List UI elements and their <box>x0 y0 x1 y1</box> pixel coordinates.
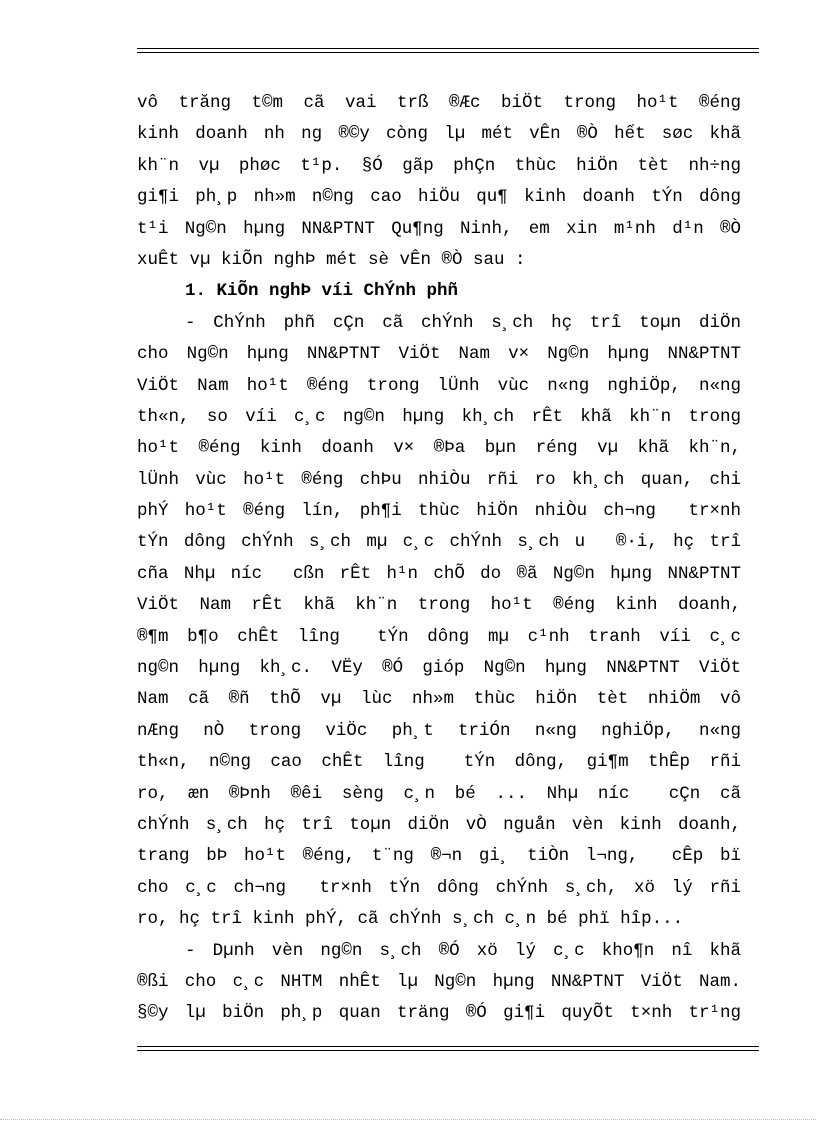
text-line: nÆng nÒ trong viÖc ph¸t triÓn n«ng nghiÖp, n«ng <box>137 720 741 741</box>
text-line: cho Ng©n hµng NN&PTNT ViÖt Nam v× Ng©n hµng NN&PTNT <box>137 344 741 365</box>
section-heading: 1. KiÕn nghÞ víi ChÝnh phñ <box>185 281 459 302</box>
text-line: th«n, n©ng cao chÊt lîng tÝn dông, gi¶m thÊp rñi <box>137 752 741 773</box>
text-line: phÝ ho¹t ®éng lín, ph¶i thùc hiÖn nhiÒu ch¬ng tr×nh <box>137 501 741 522</box>
text-line: vô trăng t©m cã vai trß ®Æc biÖt trong ho¹t ®éng <box>137 93 741 113</box>
text-line: ViÖt Nam ho¹t ®éng trong lÜnh vùc n«ng nghiÖp, n«ng <box>137 375 741 396</box>
text-line: xuÊt vµ kiÕn nghÞ mét sè vÊn ®Ò sau : <box>137 249 526 270</box>
text-line: cho c¸c ch¬ng tr×nh tÝn dông chÝnh s¸ch, xö lý rñi <box>137 877 741 898</box>
text-line: tÝn dông chÝnh s¸ch mµ c¸c chÝnh s¸ch u ®·i, hç trî <box>137 532 741 553</box>
page-edge-divider <box>0 1119 816 1120</box>
text-line: ®ßi cho c¸c NHTM nhÊt lµ Ng©n hµng NN&PTNT ViÖt Nam. <box>137 971 741 992</box>
text-line: §©y lµ biÖn ph¸p quan träng ®Ó gi¶i quyÕt t×nh tr¹ng <box>137 1003 741 1024</box>
text-line: gi¶i ph¸p nh»m n©ng cao hiÖu qu¶ kinh doanh tÝn dông <box>137 187 741 208</box>
text-line: th«n, so víi c¸c ng©n hµng kh¸ch rÊt khã kh¨n trong <box>137 406 741 427</box>
text-line: chÝnh s¸ch hç trî toµn diÖn vÒ nguån vèn kinh doanh, <box>137 814 741 835</box>
text-line: lÜnh vùc ho¹t ®éng chÞu nhiÒu rñi ro kh¸ch quan, chi <box>137 469 741 490</box>
text-line: ro, hç trî kinh phÝ, cã chÝnh s¸ch c¸n bé phï hîp... <box>137 909 684 930</box>
text-line: cña Nhµ níc cßn rÊt h¹n chÕ do ®ã Ng©n hµng NN&PTNT <box>137 563 741 584</box>
text-line: t¹i Ng©n hµng NN&PTNT Qu¶ng Ninh, em xin m¹nh d¹n ®Ò <box>137 218 741 239</box>
text-line: kinh doanh nh ng ®©y còng lµ mét vÊn ®Ò hết søc khã <box>137 124 741 145</box>
text-line: - Dµnh vèn ng©n s¸ch ®Ó xö lý c¸c kho¶n nî khã <box>185 940 741 961</box>
text-line: ng©n hµng kh¸c. VËy ®Ó gióp Ng©n hµng NN&PTNT ViÖt <box>137 658 741 679</box>
text-line: trang bÞ ho¹t ®éng, t¨ng ®¬n gi¸ tiÒn l¬ng, cÊp bï <box>137 846 741 867</box>
text-line: kh¨n vµ phøc t¹p. §Ó gãp phÇn thùc hiÖn tèt nh÷ng <box>137 155 741 176</box>
text-line: Nam cã ®ñ thÕ vµ lùc nh»m thùc hiÖn tèt nhiÖm vô <box>137 689 741 710</box>
text-line: ro, æn ®Þnh ®êi sèng c¸n bé ... Nhµ níc cÇn cã <box>137 783 741 804</box>
header-rule <box>137 48 759 53</box>
text-line: ViÖt Nam rÊt khã kh¨n trong ho¹t ®éng kinh doanh, <box>137 595 741 616</box>
footer-rule <box>137 1046 759 1051</box>
text-line: - ChÝnh phñ cÇn cã chÝnh s¸ch hç trî toµn diÖn <box>185 312 741 333</box>
text-line: ®¶m b¶o chÊt lîng tÝn dông mµ c¹nh tranh víi c¸c <box>137 626 741 647</box>
document-body <box>137 88 741 1030</box>
text-line: ho¹t ®éng kinh doanh v× ®Þa bµn réng vµ khã kh¨n, <box>137 438 741 459</box>
